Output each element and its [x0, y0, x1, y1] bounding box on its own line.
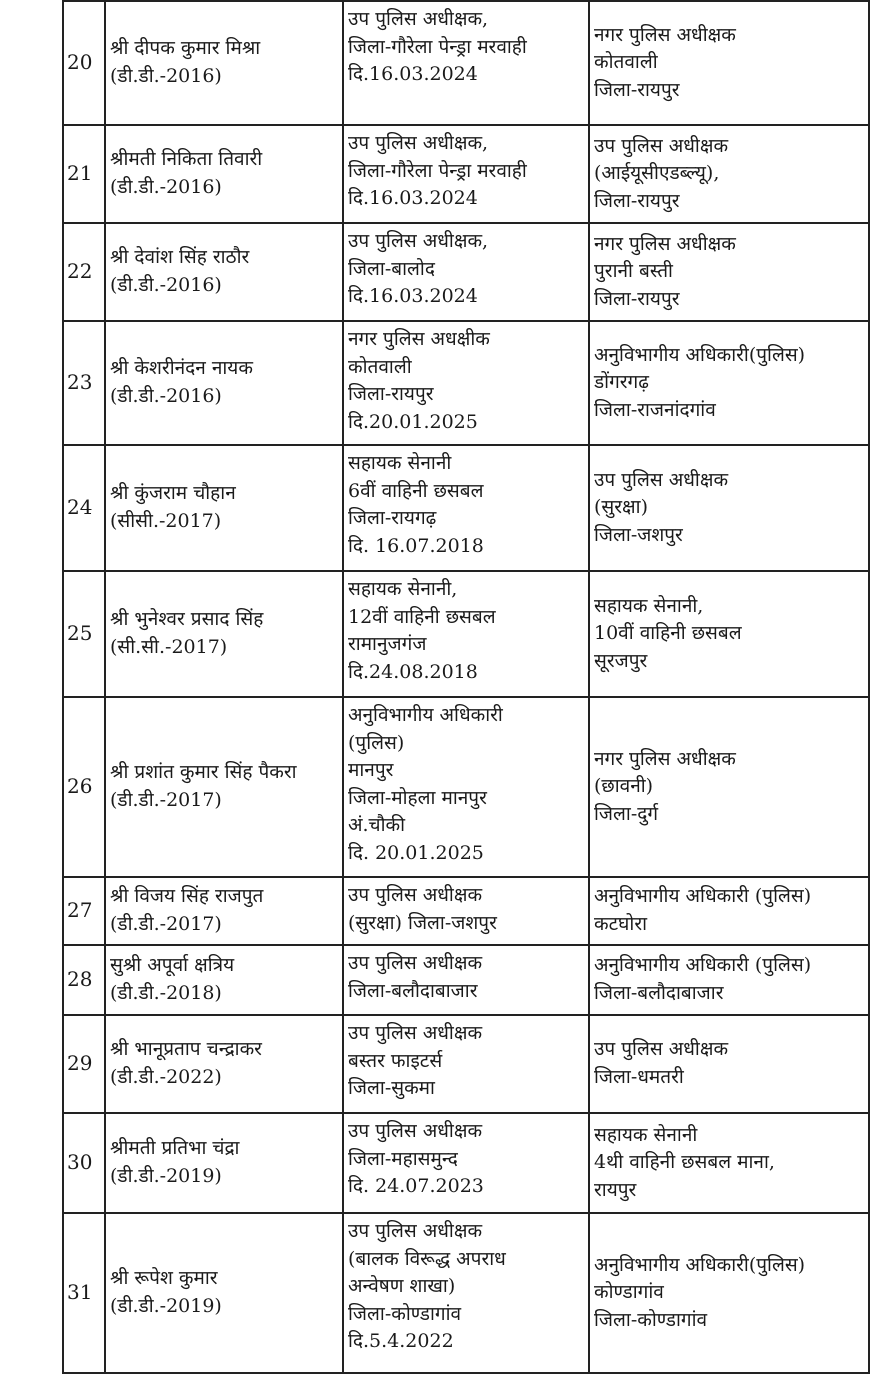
current-posting-cell	[343, 697, 589, 877]
table-row	[63, 1015, 869, 1113]
new-posting-line: कोण्डागांव	[594, 1281, 664, 1304]
current-posting-line: दि. 20.01.2025	[348, 841, 484, 864]
new-posting-cell	[589, 571, 869, 697]
officer-batch: (डी.डी.-2016)	[110, 65, 222, 87]
new-posting-line: जिला-धमतरी	[594, 1066, 684, 1088]
serial-number: 22	[63, 223, 105, 321]
current-posting-cell	[343, 445, 589, 571]
officer-cell	[105, 321, 343, 445]
current-posting-line: उप पुलिस अधीक्षक,	[348, 230, 489, 252]
officer-batch: (डी.डी.-2016)	[110, 274, 222, 296]
current-posting-cell	[343, 1213, 589, 1373]
officer-batch: (डी.डी.-2022)	[110, 1066, 222, 1088]
new-posting-line: जिला-जशपुर	[594, 523, 683, 546]
new-posting-line: जिला-रायपुर	[594, 189, 680, 212]
table-row	[63, 445, 869, 571]
current-posting-line: जिला-महासमुन्द	[348, 1147, 458, 1170]
new-posting-line: पुरानी बस्ती	[594, 260, 673, 283]
new-posting-line: (सुरक्षा)	[594, 496, 648, 519]
new-posting-line: जिला-दुर्ग	[594, 802, 659, 825]
table-row	[63, 1113, 869, 1213]
new-posting-line: अनुविभागीय अधिकारी(पुलिस)	[594, 343, 806, 366]
new-posting-cell	[589, 321, 869, 445]
officer-name: श्री भानूप्रताप चन्द्राकर	[110, 1038, 262, 1061]
new-posting-line: अनुविभागीय अधिकारी(पुलिस)	[594, 1253, 806, 1276]
new-posting-line: डोंगरगढ़	[594, 371, 649, 394]
current-posting-line: रामानुजगंज	[348, 633, 427, 656]
officer-name: श्री विजय सिंह राजपुत	[110, 885, 264, 908]
current-posting-line: जिला-बालोद	[348, 257, 435, 280]
new-posting-line: जिला-रायपुर	[594, 287, 680, 310]
current-posting-line: नगर पुलिस अधक्षीक	[348, 328, 490, 350]
current-posting-line: 6वीं वाहिनी छसबल	[348, 479, 484, 502]
current-posting-line: उप पुलिस अधीक्षक	[348, 1220, 483, 1242]
new-posting-line: उप पुलिस अधीक्षक	[594, 468, 729, 491]
new-posting-line: (आईयूसीएडब्ल्यू),	[594, 162, 720, 185]
serial-number: 25	[63, 571, 105, 697]
officer-name: श्री कुंजराम चौहान	[110, 482, 236, 505]
officer-batch: (सी.सी.-2017)	[110, 636, 228, 658]
new-posting-cell	[589, 1, 869, 125]
current-posting-line: सहायक सेनानी,	[348, 578, 458, 600]
new-posting-cell	[589, 125, 869, 223]
officer-name: सुश्री अपूर्वा क्षत्रिय	[110, 954, 235, 977]
current-posting-line: दि.16.03.2024	[348, 285, 478, 308]
new-posting-line: जिला-रायपुर	[594, 78, 680, 101]
officer-batch: (डी.डी.-2019)	[110, 1165, 222, 1187]
new-posting-cell	[589, 1213, 869, 1373]
current-posting-cell	[343, 1113, 589, 1213]
current-posting-line: मानपुर	[348, 759, 394, 782]
table-row	[63, 877, 869, 945]
current-posting-line: दि.16.03.2024	[348, 63, 478, 86]
officer-cell	[105, 125, 343, 223]
new-posting-cell	[589, 945, 869, 1015]
officer-batch: (डी.डी.-2016)	[110, 385, 222, 407]
new-posting-line: नगर पुलिस अधीक्षक	[594, 23, 736, 46]
officer-cell	[105, 223, 343, 321]
current-posting-line: अन्वेषण शाखा)	[348, 1275, 456, 1298]
current-posting-line: जिला-गौरेला पेन्ड्रा मरवाही	[348, 35, 527, 58]
table-row	[63, 1213, 869, 1373]
officer-name: श्री प्रशांत कुमार सिंह पैकरा	[110, 761, 297, 784]
new-posting-line: कटघोरा	[594, 913, 648, 935]
new-posting-line: अनुविभागीय अधिकारी (पुलिस)	[594, 885, 812, 908]
new-posting-line: जिला-कोण्डागांव	[594, 1308, 708, 1331]
current-posting-line: दि. 24.07.2023	[348, 1175, 484, 1198]
officer-name: श्री दीपक कुमार मिश्रा	[110, 37, 261, 60]
officer-batch: (डी.डी.-2017)	[110, 789, 222, 811]
current-posting-line: दि.16.03.2024	[348, 187, 478, 210]
officer-cell	[105, 945, 343, 1015]
officer-cell	[105, 697, 343, 877]
new-posting-line: सहायक सेनानी	[594, 1123, 698, 1146]
current-posting-line: जिला-रायगढ़	[348, 507, 437, 530]
current-posting-line: जिला-बलौदाबाजार	[348, 979, 478, 1002]
table-row	[63, 125, 869, 223]
officer-name: श्री रूपेश कुमार	[110, 1267, 218, 1290]
officer-cell	[105, 1213, 343, 1373]
table-row	[63, 1, 869, 125]
new-posting-line: अनुविभागीय अधिकारी (पुलिस)	[594, 954, 812, 977]
serial-number: 29	[63, 1015, 105, 1113]
new-posting-line: नगर पुलिस अधीक्षक	[594, 747, 736, 770]
serial-number: 28	[63, 945, 105, 1015]
new-posting-cell	[589, 1015, 869, 1113]
current-posting-cell	[343, 321, 589, 445]
new-posting-line: उप पुलिस अधीक्षक	[594, 134, 729, 157]
new-posting-cell	[589, 697, 869, 877]
new-posting-line: 4थी वाहिनी छसबल माना,	[594, 1151, 775, 1174]
current-posting-line: जिला-गौरेला पेन्ड्रा मरवाही	[348, 159, 527, 182]
current-posting-cell	[343, 1, 589, 125]
current-posting-cell	[343, 945, 589, 1015]
officer-name: श्री भुनेश्वर प्रसाद सिंह	[110, 608, 264, 631]
current-posting-line: उप पुलिस अधीक्षक	[348, 1120, 483, 1142]
new-posting-line: सूरजपुर	[594, 649, 648, 672]
new-posting-cell	[589, 445, 869, 571]
table-row	[63, 223, 869, 321]
current-posting-line: दि. 16.07.2018	[348, 534, 484, 557]
officer-cell	[105, 1015, 343, 1113]
current-posting-cell	[343, 223, 589, 321]
current-posting-line: सहायक सेनानी	[348, 452, 452, 474]
officer-name: श्री केशरीनंदन नायक	[110, 357, 253, 380]
current-posting-line: कोतवाली	[348, 355, 412, 378]
current-posting-line: 12वीं वाहिनी छसबल	[348, 605, 496, 628]
current-posting-line: (पुलिस)	[348, 731, 405, 754]
new-posting-line: नगर पुलिस अधीक्षक	[594, 232, 736, 255]
new-posting-line: उप पुलिस अधीक्षक	[594, 1038, 729, 1061]
officer-cell	[105, 877, 343, 945]
table-row	[63, 571, 869, 697]
current-posting-line: जिला-मोहला मानपुर	[348, 786, 487, 809]
current-posting-line: दि.20.01.2025	[348, 410, 478, 433]
officer-name: श्रीमती निकिता तिवारी	[110, 148, 263, 171]
officer-batch: (डी.डी.-2017)	[110, 913, 222, 935]
officer-name: श्रीमती प्रतिभा चंद्रा	[110, 1137, 240, 1160]
new-posting-line: रायपुर	[594, 1178, 637, 1201]
new-posting-cell	[589, 1113, 869, 1213]
officer-cell	[105, 1, 343, 125]
table-row	[63, 697, 869, 877]
table-row	[63, 321, 869, 445]
transfer-list-table	[62, 0, 870, 1374]
current-posting-line: दि.24.08.2018	[348, 660, 478, 683]
current-posting-line: जिला-कोण्डागांव	[348, 1302, 462, 1325]
officer-cell	[105, 445, 343, 571]
current-posting-cell	[343, 1015, 589, 1113]
new-posting-line: (छावनी)	[594, 775, 654, 798]
current-posting-cell	[343, 571, 589, 697]
current-posting-cell	[343, 125, 589, 223]
current-posting-line: जिला-रायपुर	[348, 383, 434, 406]
current-posting-line: बस्तर फाइटर्स	[348, 1049, 443, 1072]
serial-number: 20	[63, 1, 105, 125]
new-posting-line: 10वीं वाहिनी छसबल	[594, 622, 742, 645]
serial-number: 23	[63, 321, 105, 445]
new-posting-line: जिला-बलौदाबाजार	[594, 982, 724, 1004]
serial-number: 26	[63, 697, 105, 877]
table-row	[63, 945, 869, 1015]
serial-number: 24	[63, 445, 105, 571]
serial-number: 30	[63, 1113, 105, 1213]
new-posting-line: सहायक सेनानी,	[594, 594, 704, 617]
officer-batch: (डी.डी.-2018)	[110, 982, 222, 1004]
officer-batch: (सीसी.-2017)	[110, 510, 222, 532]
officer-batch: (डी.डी.-2019)	[110, 1295, 222, 1317]
table-body	[63, 1, 869, 1373]
new-posting-cell	[589, 223, 869, 321]
current-posting-line: अं.चौकी	[348, 814, 406, 837]
current-posting-line: उप पुलिस अधीक्षक	[348, 952, 483, 974]
new-posting-line: जिला-राजनांदगांव	[594, 398, 716, 421]
current-posting-line: (सुरक्षा) जिला-जशपुर	[348, 911, 497, 934]
officer-cell	[105, 1113, 343, 1213]
serial-number: 21	[63, 125, 105, 223]
current-posting-line: (बालक विरूद्ध अपराध	[348, 1247, 506, 1270]
new-posting-line: कोतवाली	[594, 51, 658, 74]
current-posting-line: उप पुलिस अधीक्षक,	[348, 132, 489, 154]
current-posting-cell	[343, 877, 589, 945]
current-posting-line: उप पुलिस अधीक्षक	[348, 1022, 483, 1044]
current-posting-line: अनुविभागीय अधिकारी	[348, 704, 503, 726]
current-posting-line: जिला-सुकमा	[348, 1077, 435, 1100]
officer-cell	[105, 571, 343, 697]
serial-number: 27	[63, 877, 105, 945]
current-posting-line: दि.5.4.2022	[348, 1330, 454, 1353]
officer-batch: (डी.डी.-2016)	[110, 176, 222, 198]
new-posting-cell	[589, 877, 869, 945]
serial-number: 31	[63, 1213, 105, 1373]
current-posting-line: उप पुलिस अधीक्षक,	[348, 8, 489, 30]
current-posting-line: उप पुलिस अधीक्षक	[348, 884, 483, 906]
officer-name: श्री देवांश सिंह राठौर	[110, 246, 250, 269]
